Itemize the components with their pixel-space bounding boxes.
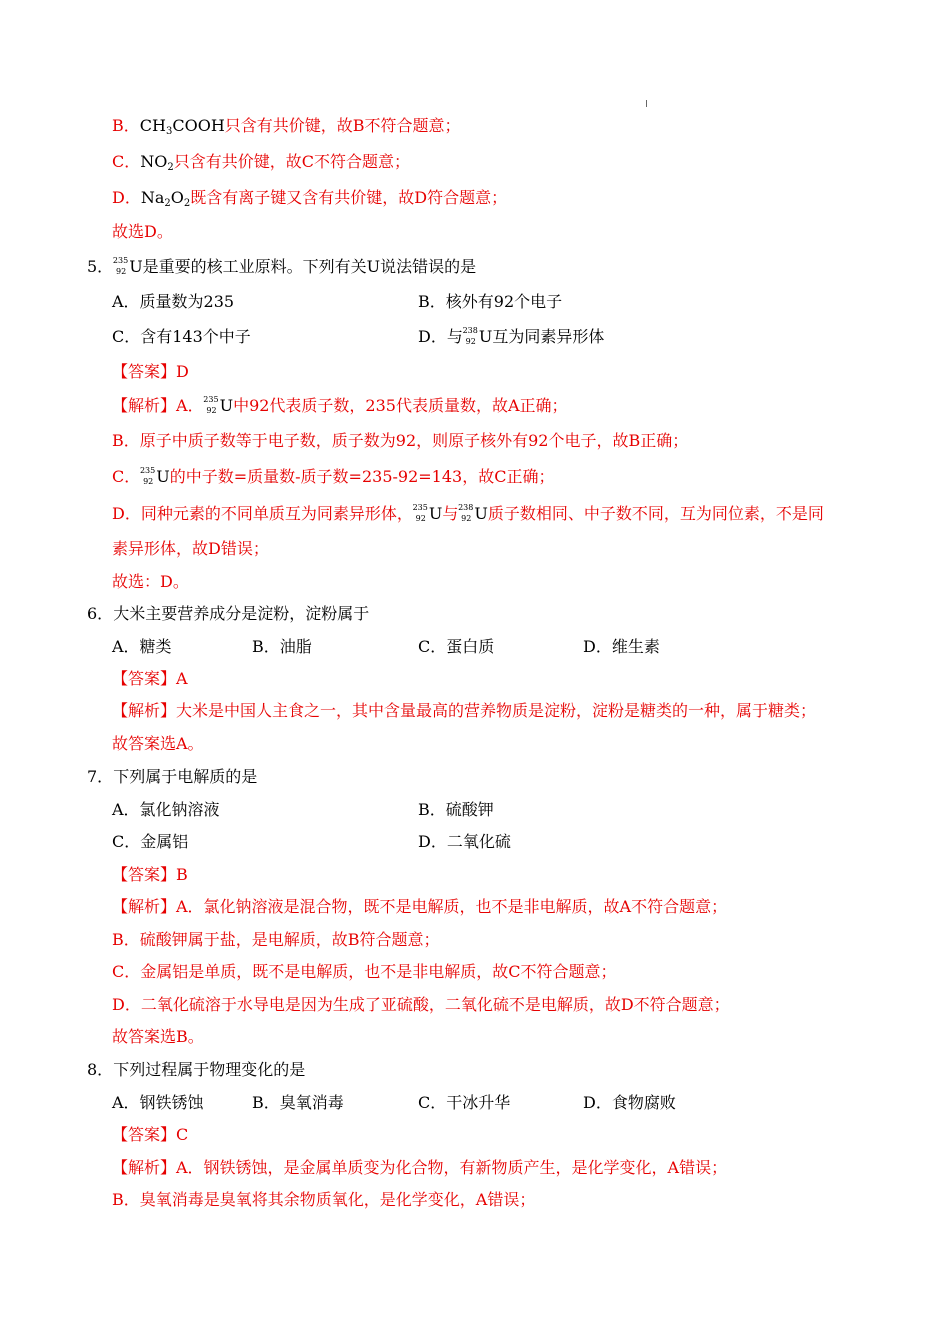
question-7-explanation-c: C．金属铝是单质，既不是电解质，也不是非电解质，故C不符合题意； [112,962,617,981]
question-5-stem: 5． 235 92 U是重要的核工业原料。下列有关U说法错误的是 [87,256,477,276]
question-5-conclusion: 故选：D。 [112,572,189,591]
isotope-u235: 235 92 [112,256,129,276]
question-text: 下列过程属于物理变化的是 [113,1060,306,1079]
question-5-explanation-d-cont: 素异形体，故D错误； [112,539,269,558]
isotope-u235: 235 92 [203,395,219,415]
question-5-option-c: C．含有143个中子 [112,327,251,346]
question-5-answer: 【答案】D [112,362,189,381]
question-8-option-c: C．干冰升华 [418,1093,511,1112]
question-5-option-d: D．与 238 92 U互为同素异形体 [418,326,605,346]
prev-conclusion: 故选D。 [112,222,173,241]
question-7-answer: 【答案】B [112,865,188,884]
question-number: 8． [87,1060,114,1079]
question-6-conclusion: 故答案选A。 [112,734,204,753]
question-8-explanation-a: 【解析】A．钢铁锈蚀，是金属单质变为化合物，有新物质产生，是化学变化，A错误； [112,1158,728,1177]
question-7-option-a: A．氯化钠溶液 [112,800,220,819]
question-7-stem [87,767,257,787]
formula-ch3cooh: $CH_3COOH$ [139,116,225,137]
question-8-option-b: B．臭氧消毒 [252,1093,344,1112]
isotope-u238: 238 92 [458,503,474,523]
question-8-explanation-b: B．臭氧消毒是臭氧将其余物质氧化，是化学变化，A错误； [112,1190,536,1209]
question-8-answer: 【答案】C [112,1125,189,1144]
question-5-explanation-b: B．原子中质子数等于电子数，质子数为92，则原子核外有92个电子，故B正确； [112,431,689,450]
question-6-explanation: 【解析】大米是中国人主食之一，其中含量最高的营养物质是淀粉，淀粉是糖类的一种，属于糖类； [112,701,817,720]
prev-explanation-d [112,188,507,208]
prev-explanation-b [112,116,461,136]
question-7-conclusion: 故答案选B。 [112,1027,204,1046]
question-5-explanation-d: D．同种元素的不同单质互为同素异形体， 235 92 U与 238 92 U质子数相同、中子数不同，互为同位素，不是同 [112,503,824,523]
question-8-option-d: D．食物腐败 [583,1093,676,1112]
question-number: 6． [87,604,114,623]
formula-na2o2: $Na_2O_2$ [140,188,191,209]
question-7-explanation-b: B．硫酸钾属于盐，是电解质，故B符合题意； [112,930,440,949]
explanation-text: 只含有共价键，故B不符合题意； [224,116,461,135]
header-tick-mark [646,100,647,107]
question-8-stem [87,1060,305,1080]
explanation-text: 既含有离子键又含有共价键，故D符合题意； [190,188,508,207]
question-text: 是重要的核工业原料。下列有关U说法错误的是 [142,257,477,276]
question-5-explanation-c: C． 235 92 U的中子数=质量数-质子数=235-92=143，故C正确； [112,466,555,486]
option-letter: D． [112,188,141,207]
question-7-option-c: C．金属铝 [112,832,189,851]
isotope-u238: 238 92 [462,326,478,346]
prev-explanation-c [112,152,410,172]
question-7-explanation-d: D．二氧化硫溶于水导电是因为生成了亚硫酸，二氧化硫不是电解质，故D不符合题意； [112,995,730,1014]
question-6-option-a: A．糖类 [112,637,172,656]
option-letter: B． [112,116,140,135]
question-5-option-a: A．质量数为235 [112,292,235,311]
question-number: 5． [87,257,114,276]
question-7-explanation-a: 【解析】A．氯化钠溶液是混合物，既不是电解质，也不是非电解质，故A不符合题意； [112,897,728,916]
question-5-explanation-a: 【解析】A． 235 92 U中92代表质子数，235代表质量数，故A正确； [112,395,568,415]
question-6-option-b: B．油脂 [252,637,312,656]
explanation-label: 【解析】 [112,396,177,415]
question-6-stem [87,604,369,624]
question-6-option-c: C．蛋白质 [418,637,495,656]
question-6-answer: 【答案】A [112,669,188,688]
question-5-option-b: B．核外有92个电子 [418,292,563,311]
isotope-u235: 235 92 [139,466,156,486]
question-number: 7． [87,767,114,786]
question-8-option-a: A．钢铁锈蚀 [112,1093,204,1112]
explanation-text: 只含有共价键，故C不符合题意； [173,152,410,171]
question-7-option-d: D．二氧化硫 [418,832,511,851]
isotope-u235: 235 92 [412,503,428,523]
question-text: 下列属于电解质的是 [113,767,258,786]
option-letter: C． [112,152,141,171]
question-text: 大米主要营养成分是淀粉，淀粉属于 [113,604,370,623]
formula-no2: $NO_2$ [140,152,174,173]
question-6-option-d: D．维生素 [583,637,660,656]
question-7-option-b: B．硫酸钾 [418,800,494,819]
